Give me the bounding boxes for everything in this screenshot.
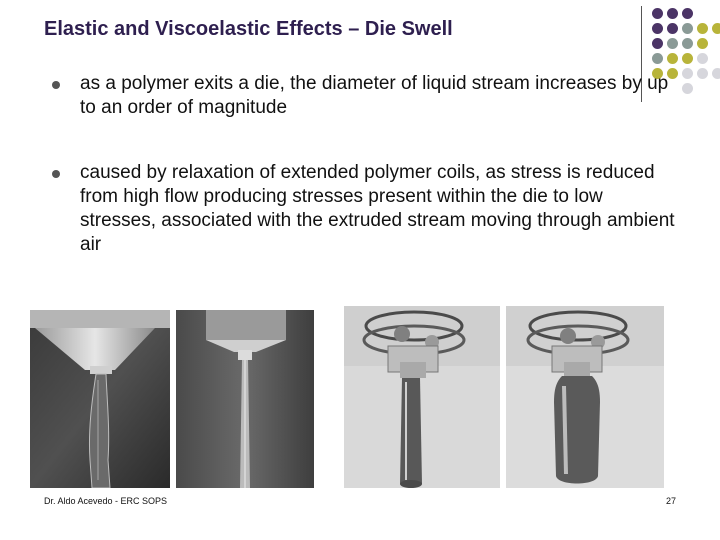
decor-dot (697, 68, 708, 79)
die-swell-photo-4-image (506, 306, 664, 488)
decor-dot (652, 53, 663, 64)
slide-title: Elastic and Viscoelastic Effects – Die Swell (44, 18, 453, 40)
decor-dot (667, 23, 678, 34)
die-swell-photo-2-image (176, 310, 314, 488)
bullet-marker (52, 81, 60, 89)
decor-dot (667, 38, 678, 49)
decor-dot (682, 8, 693, 19)
decor-dot (682, 38, 693, 49)
decor-dot (667, 8, 678, 19)
die-swell-photo-2 (176, 310, 314, 488)
die-swell-photo-4 (506, 306, 664, 488)
decor-dot (667, 53, 678, 64)
die-swell-photo-1-image (30, 310, 170, 488)
decor-dot (697, 23, 708, 34)
decor-dot (697, 38, 708, 49)
decor-dot (697, 53, 708, 64)
bullet-text-1: as a polymer exits a die, the diameter of liquid stream increases by up to an order of magnitude (80, 73, 669, 118)
decor-dot (652, 8, 663, 19)
decor-dot (682, 23, 693, 34)
decor-dot (682, 83, 693, 94)
decor-dot (712, 23, 720, 34)
die-swell-photo-3-image (344, 306, 500, 488)
decor-dot (712, 68, 720, 79)
decor-dot (652, 38, 663, 49)
page-number: 27 (666, 496, 677, 506)
slide-footer: Dr. Aldo Acevedo - ERC SOPS (44, 496, 168, 506)
die-swell-photo-3 (344, 306, 500, 488)
bullet-text-2: caused by relaxation of extended polymer coils, as stress is reduced from high flow producing stresses present within the die to low stresses, associated with the extruded stream moving through ambient air (80, 162, 675, 255)
decor-dot (652, 23, 663, 34)
bullet-marker (52, 170, 60, 178)
decor-dot (682, 68, 693, 79)
decor-dot (682, 53, 693, 64)
die-swell-photo-1 (30, 310, 170, 488)
